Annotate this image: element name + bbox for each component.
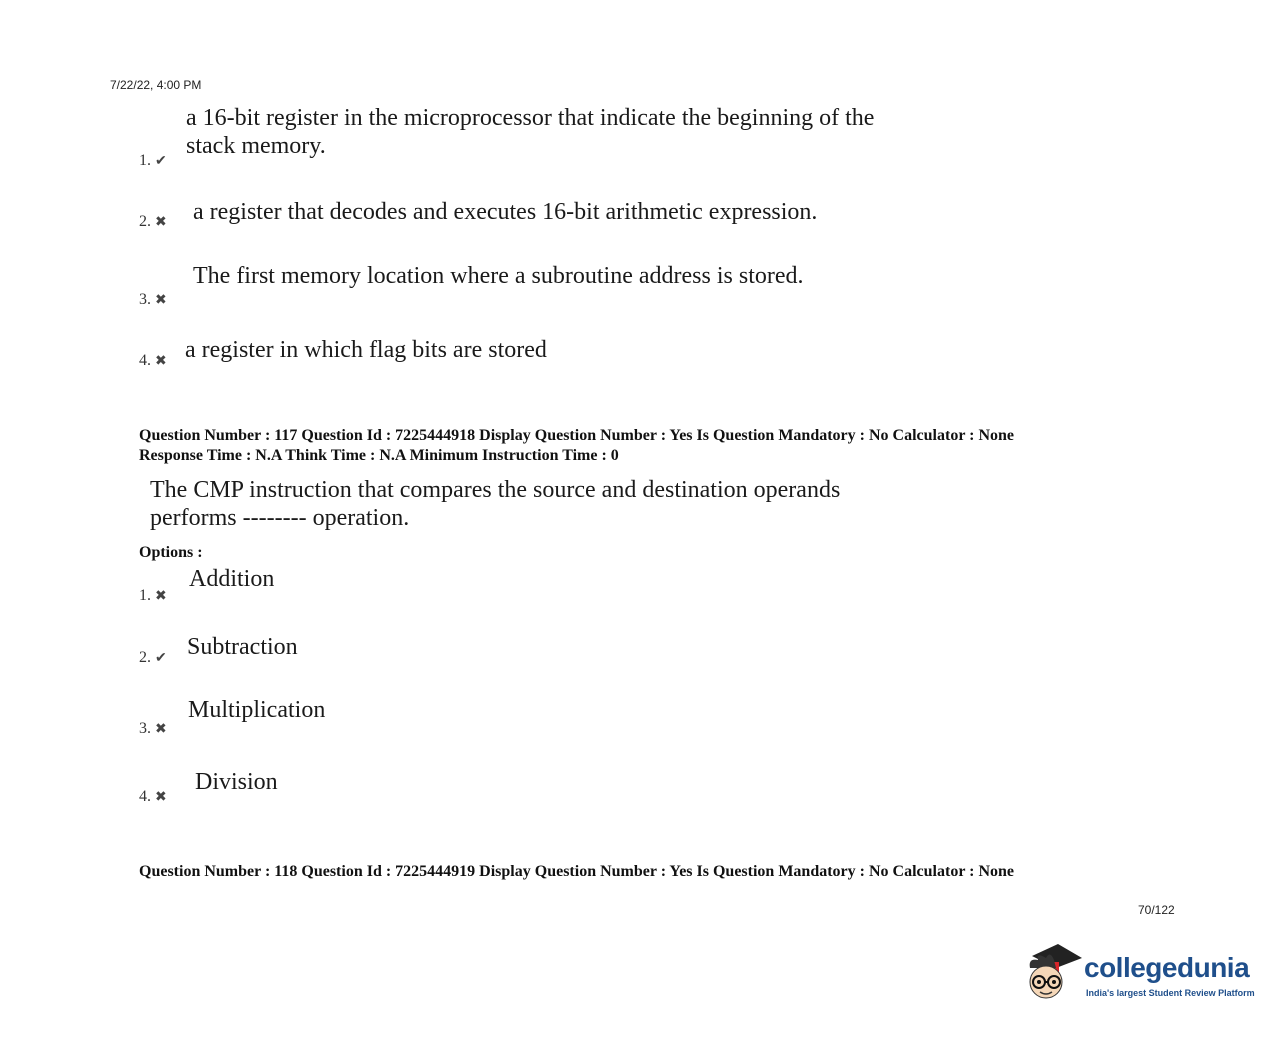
question-117-text: The CMP instruction that compares the source and destination operands performs -------- operation. bbox=[150, 477, 841, 531]
q117-option-1-text: Addition bbox=[189, 566, 275, 592]
q117-option-3-text: Multiplication bbox=[188, 697, 326, 723]
wrong-cross-icon: ✖ bbox=[155, 215, 167, 230]
options-label: Options : bbox=[139, 544, 203, 561]
prev-option-3-text: The first memory location where a subroutine address is stored. bbox=[193, 263, 804, 289]
collegedunia-logo bbox=[1024, 938, 1264, 1008]
wrong-cross-icon: ✖ bbox=[155, 722, 167, 737]
wrong-cross-icon: ✖ bbox=[155, 354, 167, 369]
wrong-cross-icon: ✖ bbox=[155, 589, 167, 604]
prev-option-4-text: a register in which flag bits are stored bbox=[185, 337, 547, 363]
prev-option-1-text: a 16-bit register in the microprocessor that indicate the beginning of the stack memory. bbox=[186, 105, 875, 159]
page-number: 70/122 bbox=[1138, 903, 1175, 917]
prev-option-1-marker: 1. ✔ bbox=[139, 152, 167, 169]
question-117-meta: Question Number : 117 Question Id : 7225444918 Display Question Number : Yes Is Question Mandatory : No Calculator : None Response Time : N.A Think Time : N.A Minimum Instruction Time : 0 bbox=[139, 427, 1015, 464]
correct-check-icon: ✔ bbox=[155, 651, 167, 666]
print-timestamp: 7/22/22, 4:00 PM bbox=[110, 78, 202, 92]
logo-wordmark: collegedunia bbox=[1084, 952, 1250, 983]
wrong-cross-icon: ✖ bbox=[155, 293, 167, 308]
question-118-meta: Question Number : 118 Question Id : 7225444919 Display Question Number : Yes Is Question Mandatory : No Calculator : None bbox=[139, 863, 1015, 880]
prev-option-4-marker: 4. ✖ bbox=[139, 352, 167, 369]
mascot-icon bbox=[1024, 938, 1086, 1006]
wrong-cross-icon: ✖ bbox=[155, 790, 167, 805]
q117-option-4-marker: 4. ✖ bbox=[139, 788, 167, 805]
prev-option-2-text: a register that decodes and executes 16-bit arithmetic expression. bbox=[193, 199, 818, 225]
logo-tagline: India's largest Student Review Platform bbox=[1086, 988, 1255, 998]
q117-option-4-text: Division bbox=[195, 769, 278, 795]
q117-option-3-marker: 3. ✖ bbox=[139, 720, 167, 737]
q117-option-1-marker: 1. ✖ bbox=[139, 587, 167, 604]
prev-option-2-marker: 2. ✖ bbox=[139, 213, 167, 230]
q117-option-2-marker: 2. ✔ bbox=[139, 649, 167, 666]
q117-option-2-text: Subtraction bbox=[187, 634, 298, 660]
prev-option-3-marker: 3. ✖ bbox=[139, 291, 167, 308]
correct-check-icon: ✔ bbox=[155, 154, 167, 169]
